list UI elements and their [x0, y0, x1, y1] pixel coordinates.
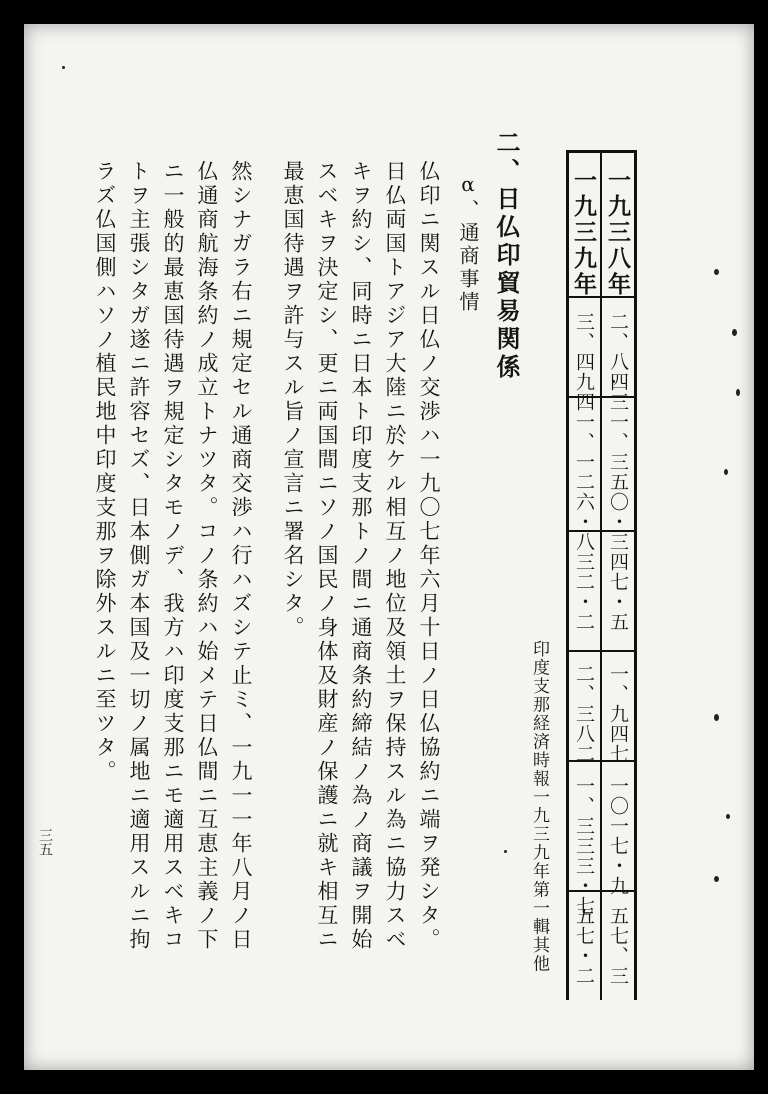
table-cell: 四七・五	[607, 552, 629, 632]
subsection-heading: α、通商事情	[456, 172, 480, 314]
scan-speck	[714, 876, 719, 882]
scan-speck	[732, 329, 737, 336]
table-cell: 一、九四七	[607, 664, 629, 764]
table-cell: 五七・二	[573, 906, 595, 986]
paragraph-line: ニ一般的最恵国待遇ヲ規定シタモノデ、我方ハ印度支那ニモ適用スベキコ	[161, 160, 185, 952]
table-row-divider	[566, 650, 637, 652]
table-border-right	[634, 150, 637, 1000]
table-cell: 一、三五〇・三	[607, 412, 629, 552]
scan-speck	[724, 469, 728, 475]
year-label-1938: 一九三八年	[604, 168, 631, 298]
paragraph-line: 然シナガラ右ニ規定セル通商交渉ハ行ハズシテ止ミ、一九一一年八月ノ日	[229, 160, 253, 952]
paragraph-line: 仏印ニ関スル日仏ノ交渉ハ一九〇七年六月十日ノ日仏協約ニ端ヲ発シタ。	[417, 160, 441, 952]
year-label-1939: 一九三九年	[570, 168, 597, 298]
table-cell: 一、一二六・八	[573, 412, 595, 552]
paragraph-line: ラズ仏国側ハソノ植民地中印度支那ヲ除外スルニ至ツタ。	[93, 160, 117, 784]
paragraph-line: スベキヲ決定シ、更ニ両国間ニソノ国民ノ身体及財産ノ保護ニ就キ相互ニ	[315, 160, 339, 952]
source-note: 印度支那経済時報一九三九年第一輯其他	[529, 640, 549, 973]
scan-speck	[726, 814, 730, 819]
paragraph-line: キヲ約シ、同時ニ日本ト印度支那トノ間ニ通商条約締結ノ為ノ商議ヲ開始	[349, 160, 373, 952]
scan-speck	[504, 850, 507, 853]
table-column-divider	[600, 150, 602, 1000]
table-cell: 二、三八二	[573, 664, 595, 764]
paragraph-line: トヲ主張シタガ遂ニ許容セズ、日本側ガ本国及一切ノ属地ニ適用スルニ拘	[127, 160, 151, 952]
table-cell: 一〇一七・九	[607, 776, 629, 896]
scan-speck	[62, 66, 65, 69]
scan-speck	[714, 269, 719, 275]
table-cell: 二、八四三	[607, 312, 629, 412]
table-cell: 三、四九四	[573, 312, 595, 412]
table-cell: 三二・二	[573, 552, 595, 632]
page-number: 三五	[37, 828, 53, 856]
paragraph-line: 最恵国待遇ヲ許与スル旨ノ宣言ニ署名シタ。	[281, 160, 305, 640]
section-heading: 二、日仏印貿易関係	[492, 130, 521, 382]
paragraph-line: 日仏両国トアジア大陸ニ於ケル相互ノ地位及領土ヲ保持スル為ニ協力スベ	[383, 160, 407, 952]
table-border-top	[566, 150, 637, 153]
scan-speck	[736, 389, 740, 396]
table-cell: 五七、三	[607, 906, 629, 986]
scan-speck	[714, 714, 719, 721]
table-cell: 一、三三三・七	[573, 776, 595, 916]
table-border-left	[566, 150, 569, 1000]
paragraph-line: 仏通商航海条約ノ成立トナツタ。コノ条約ハ始メテ日仏間ニ互恵主義ノ下	[195, 160, 219, 952]
